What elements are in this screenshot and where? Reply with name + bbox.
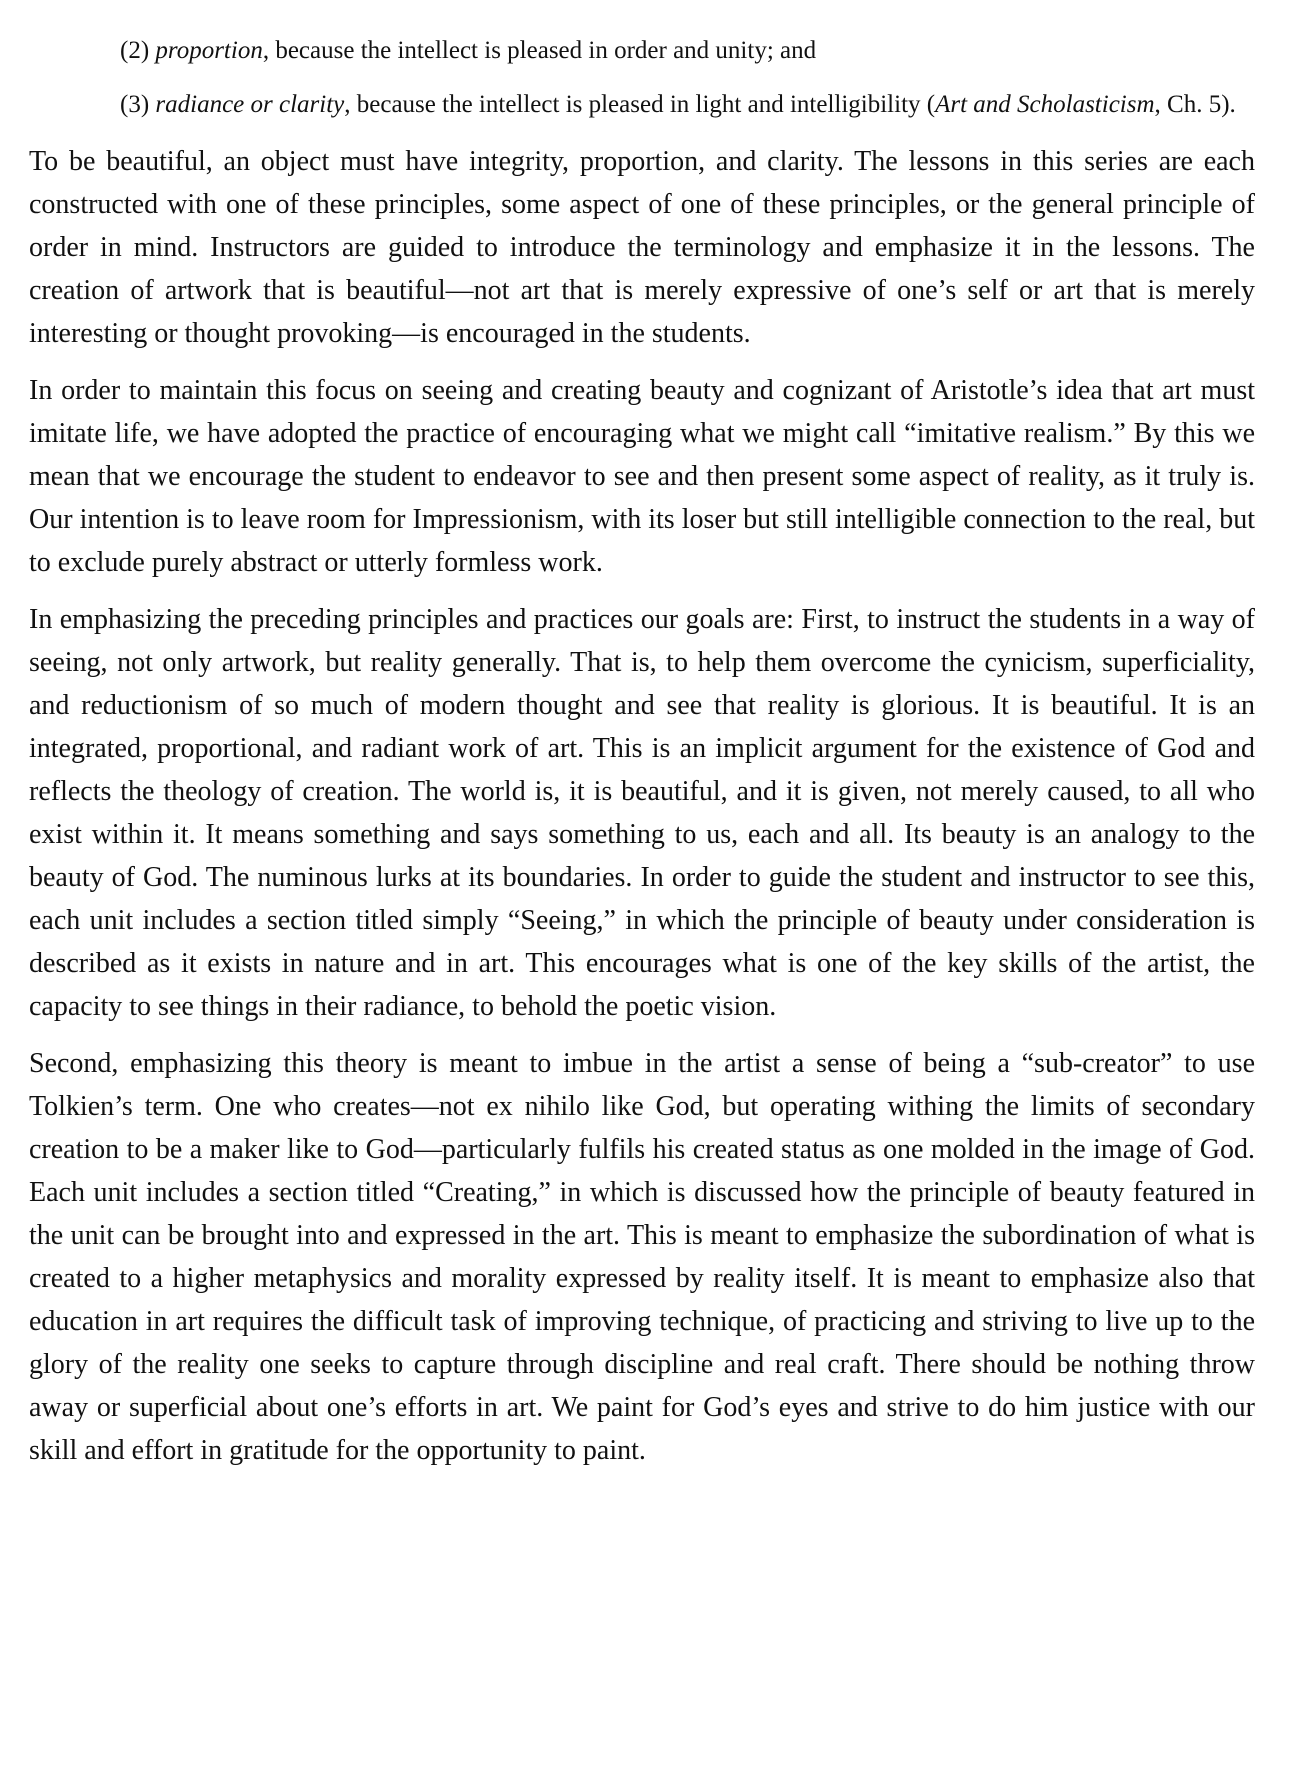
paragraph-beauty-principles: To be beautiful, an object must have integrity, proportion, and clarity. The lessons in this series are each constructed with one of these principles, some aspect of one of these principles, or the general principle of order in mind. Instructors are guided to introduce the terminology and emphasize it in the lessons. The creation of artwork that is beautiful—not art that is merely expressive of one’s self or art that is merely interesting or thought provoking—is encouraged in the students. [29,146,1255,349]
paragraph-goals-seeing: In emphasizing the preceding principles and practices our goals are: First, to instruct the students in a way of seeing, not only artwork, but reality generally. That is, to help them overcome the cynicism, superficiality, and reductionism of so much of modern thought and see that reality is glorious. It is beautiful. It is an integrated, proportional, and radiant work of art. This is an implicit argument for the existence of God and reflects the theology of creation. The world is, it is beautiful, and it is given, not merely caused, to all who exist within it. It means something and says something to us, each and all. Its beauty is an analogy to the beauty of God. The numinous lurks at its boundaries. In order to guide the student and instructor to see this, each unit includes a section titled simply “Seeing,” in which the principle of beauty under consideration is described as it exists in nature and in art. This encourages what is one of the key skills of the artist, the capacity to see things in their radiance, to behold the poetic vision. [29,604,1255,1022]
list-item-term: radiance or clarity [155,91,345,118]
list-item-proportion [120,32,1255,70]
list-item-radiance [120,86,1255,124]
citation-rest: , Ch. 5). [1154,91,1236,118]
list-item-text: , because the intellect is pleased in order and unity; and [262,37,817,64]
paragraph-imitative-realism: In order to maintain this focus on seeing and creating beauty and cognizant of Aristotle’s idea that art must imitate life, we have adopted the practice of encouraging what we might call “imitative realism.” By this we mean that we encourage the student to endeavor to see and then present some aspect of reality, as it truly is. Our intention is to leave room for Impressionism, with its loser but still intelligible connection to the real, but to exclude purely abstract or utterly formless work. [29,375,1255,578]
citation-title: Art and Scholasticism [935,91,1155,118]
paragraph-sub-creator: Second, emphasizing this theory is meant to imbue in the artist a sense of being a “sub-creator” to use Tolkien’s term. One who creates—not ex nihilo like God, but operating withing the limits of secondary creation to be a maker like to God—particularly fulfils his created status as one molded in the image of God. Each unit includes a section titled “Creating,” in which is discussed how the principle of beauty featured in the unit can be brought into and expressed in the art. This is meant to emphasize the subordination of what is created to a higher metaphysics and morality expressed by reality itself. It is meant to emphasize also that education in art requires the difficult task of improving technique, of practicing and striving to live up to the glory of the reality one seeks to capture through discipline and real craft. There should be nothing throw away or superficial about one’s efforts in art. We paint for God’s eyes and strive to do him justice with our skill and effort in gratitude for the opportunity to paint. [29,1048,1255,1466]
list-item-number: (3) [120,91,156,118]
list-item-text: , because the intellect is pleased in light and intelligibility ( [344,91,936,118]
list-item-number: (2) [120,37,156,64]
list-item-term: proportion [155,37,263,64]
